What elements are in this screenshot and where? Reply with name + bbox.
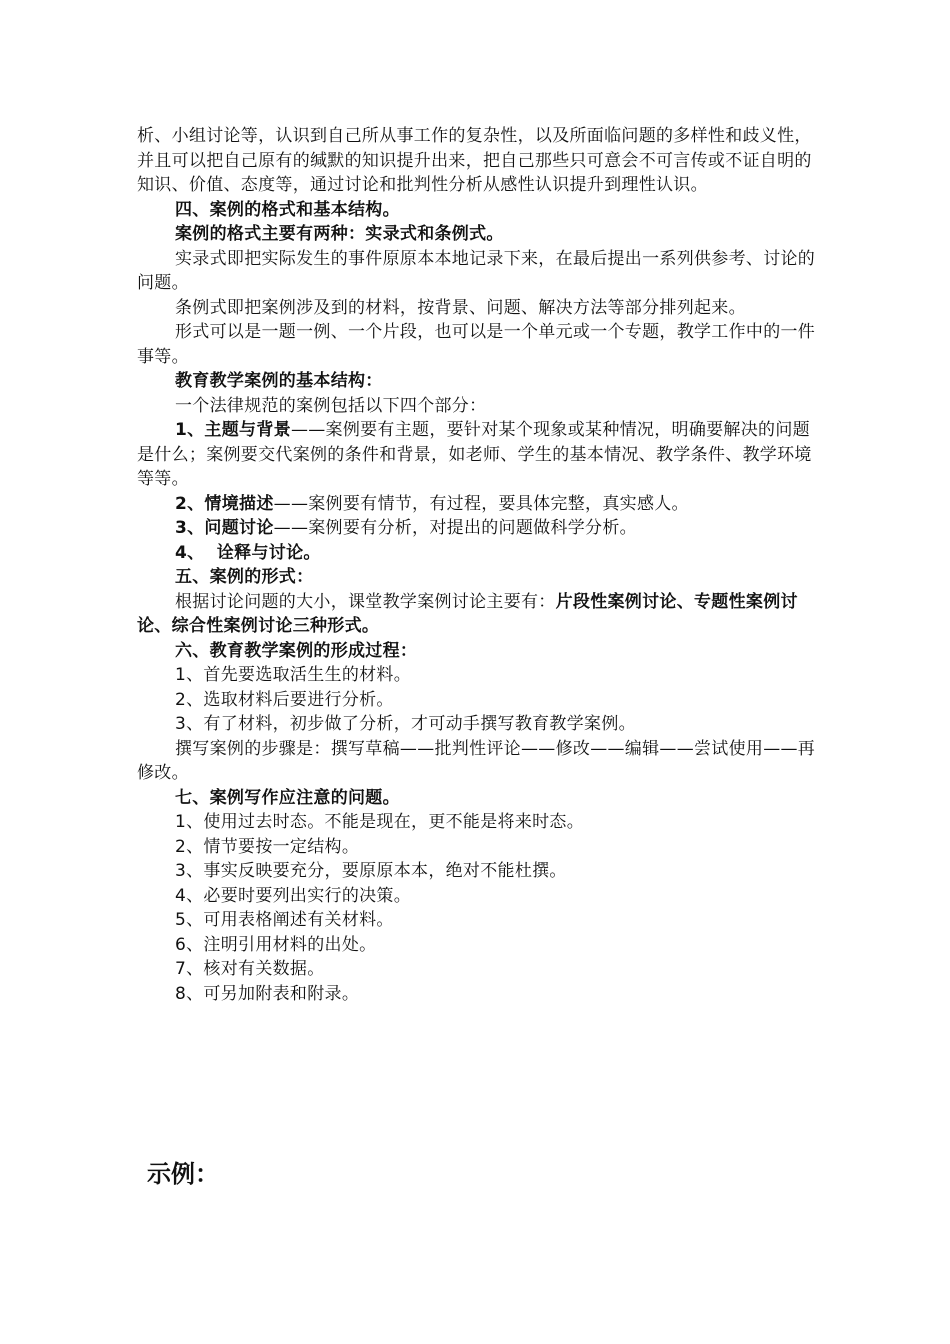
part-text: ——案例要有主题，要针对某个现象或某种情况，明确要解决的问题是什么；案例要交代案例的条件和背景，如老师、学生的基本情况、教学条件、教学环境等等。 (137, 420, 812, 489)
section-6-title: 六、教育教学案例的形成过程： (175, 640, 418, 661)
list-item: 3、有了材料，初步做了分析，才可动手撰写教育教学案例。 (175, 714, 636, 734)
section-5-title: 五、案例的形式： (175, 567, 314, 587)
section-4-paragraph-1: 实录式即把实际发生的事件原原本本地记录下来，在最后提出一系列供参考、讨论的问题。 (137, 248, 816, 293)
part-label: 2、情境描述 (175, 493, 274, 514)
part-label: 1、主题与背景 (175, 420, 291, 440)
list-item: 8、可另加附表和附录。 (175, 983, 360, 1004)
list-item: 4、必要时要列出实行的决策。 (175, 885, 412, 906)
list-item: 3、事实反映要充分，要原原本本，绝对不能杜撰。 (175, 861, 567, 881)
intro-paragraph: 析、小组讨论等，认识到自己所从事工作的复杂性，以及所面临问题的多样性和歧义性，并且可以把自己原有的缄默的知识提升出来，把自己那些只可意会不可言传或不证自明的知识、价值、态度等，通过讨论和批判性分析从感性认识提升到理性认识。 (137, 126, 812, 195)
list-item: 1、首先要选取活生生的材料。 (175, 665, 412, 685)
part-label: 3、问题讨论 (175, 518, 274, 538)
part-item (137, 516, 827, 541)
part-text: ——案例要有情节，有过程，要具体完整，真实感人。 (273, 493, 689, 514)
structure-intro: 一个法律规范的案例包括以下四个部分： (175, 395, 487, 416)
section-7-title: 七、案例写作应注意的问题。 (175, 787, 400, 808)
part-item (137, 492, 827, 517)
section-5-text: 根据讨论问题的大小，课堂教学案例讨论主要有： (175, 591, 556, 612)
section-6-steps: 撰写案例的步骤是：撰写草稿——批判性评论——修改——编辑——尝试使用——再修改。 (137, 738, 816, 783)
part-text: ——案例要有分析，对提出的问题做科学分析。 (273, 518, 637, 538)
section-4-subtitle: 案例的格式主要有两种：实录式和条例式。 (175, 224, 504, 244)
section-5-paragraph (137, 590, 827, 639)
list-item: 7、核对有关数据。 (175, 959, 325, 979)
list-item: 5、可用表格阐述有关材料。 (175, 910, 394, 930)
part-label: 4、 诠释与讨论。 (175, 542, 321, 563)
structure-title: 教育教学案例的基本结构： (175, 371, 383, 391)
section-4-paragraph-3: 形式可以是一题一例、一个片段，也可以是一个单元或一个专题，教学工作中的一件事等。 (137, 322, 816, 367)
list-item: 6、注明引用材料的出处。 (175, 934, 377, 955)
list-item: 2、选取材料后要进行分析。 (175, 689, 394, 710)
list-item: 1、使用过去时态。不能是现在，更不能是将来时态。 (175, 812, 585, 832)
list-item: 2、情节要按一定结构。 (175, 836, 360, 857)
section-5-bold-text: 片段性案例讨论、专题性案例讨论、综合性案例讨论三种形式。 (137, 591, 798, 636)
section-4-paragraph-2: 条例式即把案例涉及到的材料，按背景、问题、解决方法等部分排列起来。 (175, 297, 746, 318)
part-item (137, 418, 827, 492)
example-heading: 示例： (147, 1160, 219, 1188)
part-item (137, 541, 827, 566)
document-body (137, 124, 827, 1006)
section-4-title: 四、案例的格式和基本结构。 (175, 199, 400, 220)
